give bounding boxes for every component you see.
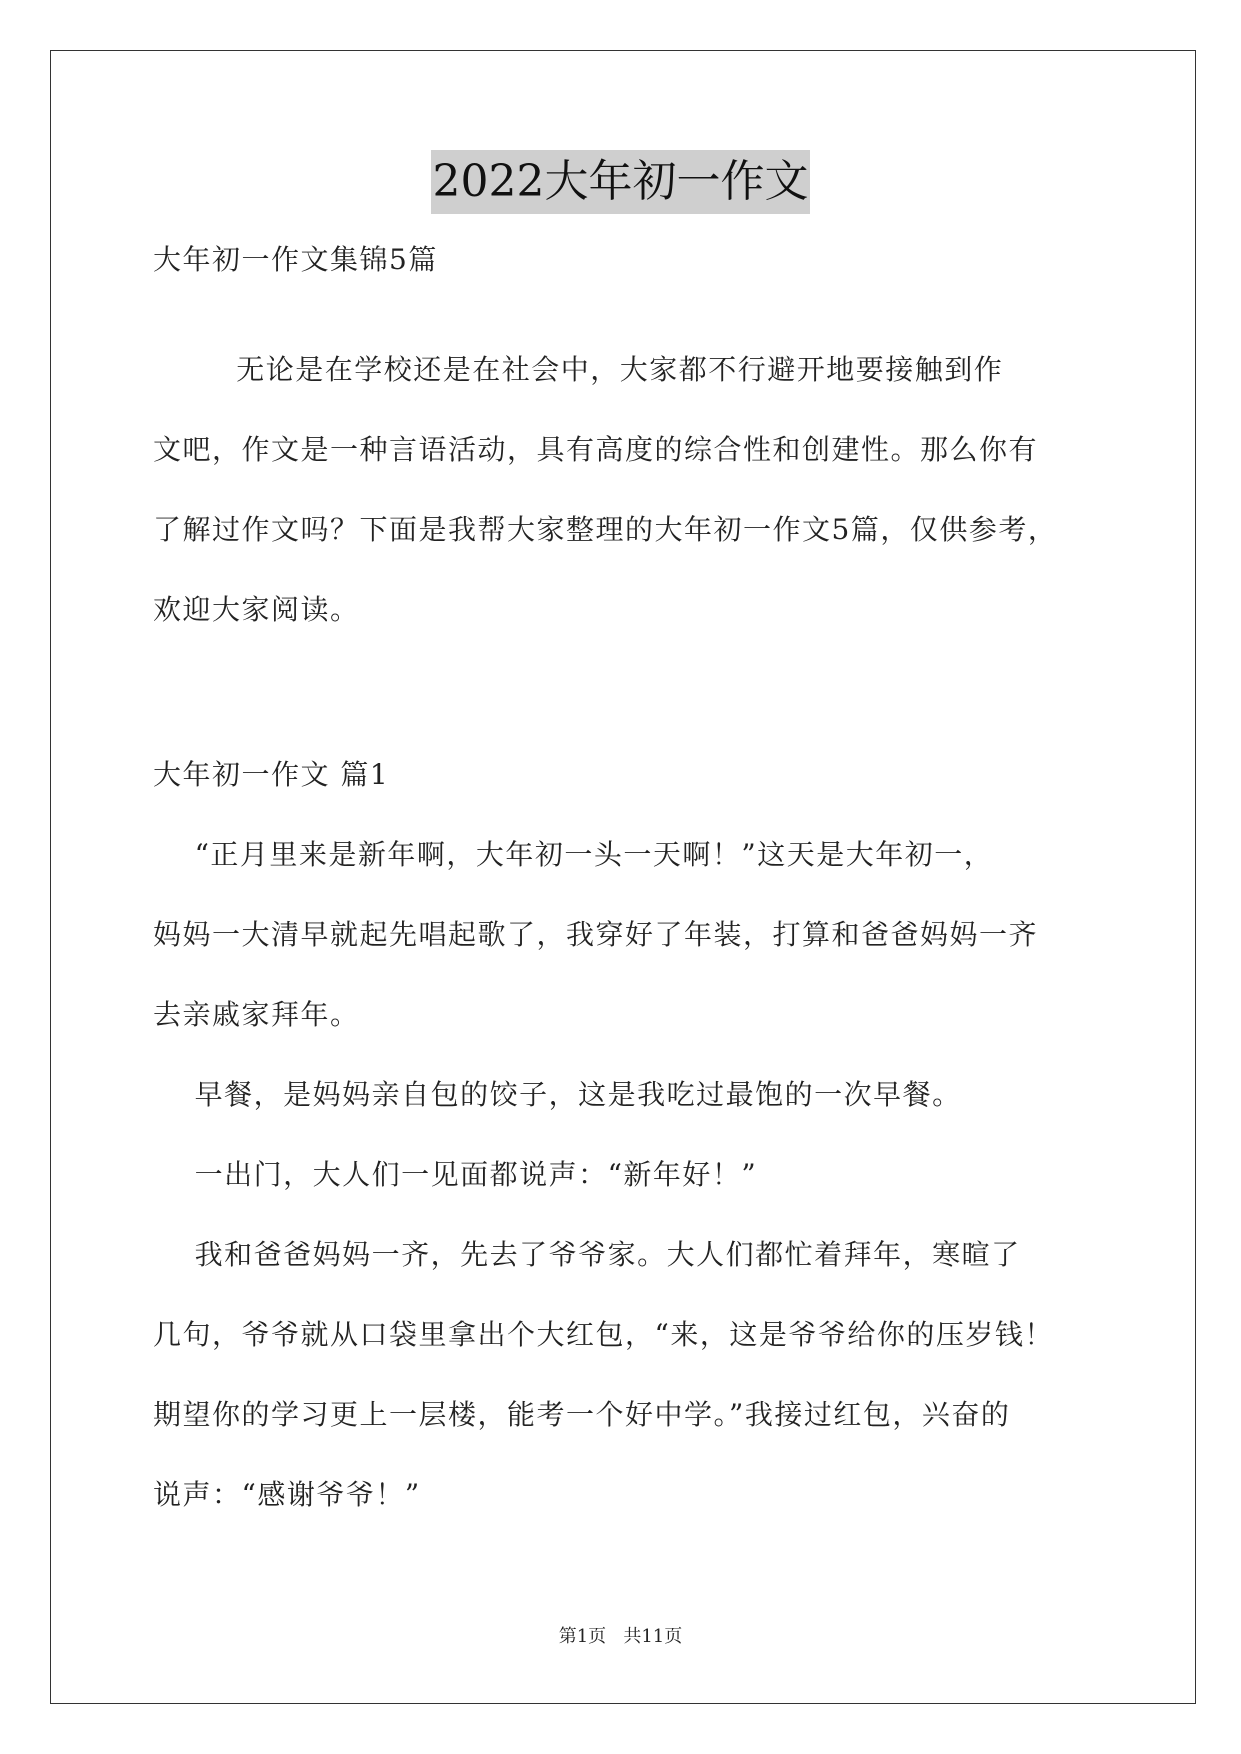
paragraph-line: 妈妈一大清早就起先唱起歌了，我穿好了年装，打算和爸爸妈妈一齐 [153,918,1039,951]
title-container [0,150,1241,214]
paragraph-line: 期望你的学习更上一层楼，能考一个好中学。”我接过红包，兴奋的 [153,1398,1011,1431]
section-heading: 大年初一作文 篇1 [153,758,390,791]
page-border [50,50,1196,1704]
document-title: 2022大年初一作文 [431,150,811,214]
paragraph-line: 欢迎大家阅读。 [153,593,360,626]
page-number: 第1页 共11页 [558,1626,683,1647]
paragraph-line: 了解过作文吗？下面是我帮大家整理的大年初一作文5篇，仅供参考， [153,513,1058,546]
subtitle-line: 大年初一作文集锦5篇 [153,243,438,276]
paragraph-line: 无论是在学校还是在社会中，大家都不行避开地要接触到作 [153,353,1004,386]
paragraph-line: 文吧，作文是一种言语活动，具有高度的综合性和创建性。那么你有 [153,433,1039,466]
paragraph-line: 几句，爷爷就从口袋里拿出个大红包，“来，这是爷爷给你的压岁钱！ [153,1318,1054,1351]
paragraph-line: 说声：“感谢爷爷！” [153,1478,421,1511]
paragraph-line: 去亲戚家拜年。 [153,998,360,1031]
paragraph-line: 早餐，是妈妈亲自包的饺子，这是我吃过最饱的一次早餐。 [153,1078,962,1111]
paragraph-line: 一出门，大人们一见面都说声：“新年好！” [153,1158,758,1191]
paragraph-line: “正月里来是新年啊，大年初一头一天啊！”这天是大年初一， [153,838,994,871]
paragraph-line: 我和爸爸妈妈一齐，先去了爷爷家。大人们都忙着拜年，寒暄了 [153,1238,1021,1271]
